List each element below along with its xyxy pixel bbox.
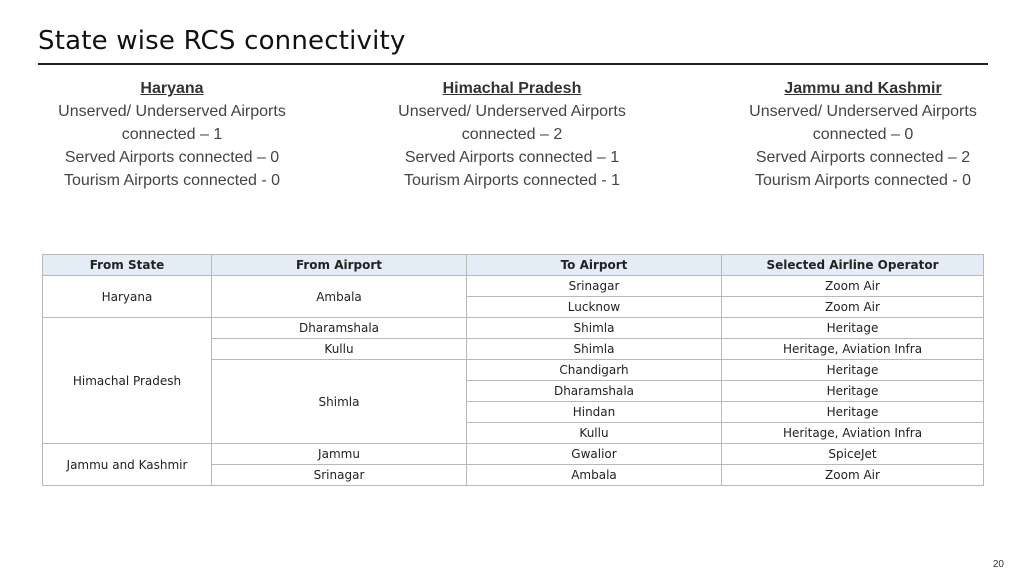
cell-from-state: Haryana (43, 276, 212, 318)
cell-to-airport: Gwalior (467, 444, 722, 465)
state-name: Jammu and Kashmir (784, 80, 942, 97)
unserved-line-1: Unserved/ Underserved Airports (398, 103, 626, 120)
table-row (43, 276, 984, 297)
header-from-state: From State (43, 255, 212, 276)
cell-operator: Zoom Air (722, 297, 984, 318)
tourism-line: Tourism Airports connected - 0 (754, 172, 972, 189)
tourism-line: Tourism Airports connected - 0 (63, 172, 281, 189)
cell-operator: Heritage (722, 360, 984, 381)
unserved-line-1: Unserved/ Underserved Airports (58, 103, 286, 120)
state-name: Himachal Pradesh (442, 80, 582, 97)
page-title: State wise RCS connectivity (38, 26, 406, 56)
cell-to-airport: Dharamshala (467, 381, 722, 402)
tourism-line: Tourism Airports connected - 1 (403, 172, 621, 189)
page-number: 20 (992, 559, 1004, 570)
unserved-line-1: Unserved/ Underserved Airports (749, 103, 977, 120)
title-divider (38, 63, 988, 65)
unserved-line-2: connected – 1 (121, 126, 223, 143)
cell-from-airport: Shimla (212, 360, 467, 444)
state-summary-haryana (32, 78, 312, 193)
table-header-row (43, 255, 984, 276)
rcs-routes-table (42, 254, 984, 486)
table-row (43, 318, 984, 339)
cell-to-airport: Hindan (467, 402, 722, 423)
cell-operator: Heritage (722, 402, 984, 423)
cell-from-airport: Kullu (212, 339, 467, 360)
state-summary (0, 78, 1024, 198)
cell-from-airport: Jammu (212, 444, 467, 465)
cell-to-airport: Srinagar (467, 276, 722, 297)
header-to-airport: To Airport (467, 255, 722, 276)
served-line: Served Airports connected – 0 (64, 149, 280, 166)
served-line: Served Airports connected – 1 (404, 149, 620, 166)
cell-operator: SpiceJet (722, 444, 984, 465)
cell-operator: Zoom Air (722, 276, 984, 297)
cell-to-airport: Ambala (467, 465, 722, 486)
unserved-line-2: connected – 2 (461, 126, 563, 143)
cell-to-airport: Shimla (467, 318, 722, 339)
cell-to-airport: Shimla (467, 339, 722, 360)
cell-from-state: Himachal Pradesh (43, 318, 212, 444)
cell-to-airport: Lucknow (467, 297, 722, 318)
table-row (43, 444, 984, 465)
cell-from-airport: Srinagar (212, 465, 467, 486)
cell-operator: Zoom Air (722, 465, 984, 486)
cell-from-airport: Dharamshala (212, 318, 467, 339)
cell-operator: Heritage (722, 381, 984, 402)
header-from-airport: From Airport (212, 255, 467, 276)
header-airline-operator: Selected Airline Operator (722, 255, 984, 276)
cell-from-state: Jammu and Kashmir (43, 444, 212, 486)
cell-to-airport: Chandigarh (467, 360, 722, 381)
state-summary-jammu-and-kashmir (723, 78, 1003, 193)
cell-operator: Heritage, Aviation Infra (722, 423, 984, 444)
cell-to-airport: Kullu (467, 423, 722, 444)
cell-operator: Heritage, Aviation Infra (722, 339, 984, 360)
cell-operator: Heritage (722, 318, 984, 339)
state-name: Haryana (140, 80, 204, 97)
cell-from-airport: Ambala (212, 276, 467, 318)
state-summary-himachal-pradesh (372, 78, 652, 193)
served-line: Served Airports connected – 2 (755, 149, 971, 166)
unserved-line-2: connected – 0 (812, 126, 914, 143)
